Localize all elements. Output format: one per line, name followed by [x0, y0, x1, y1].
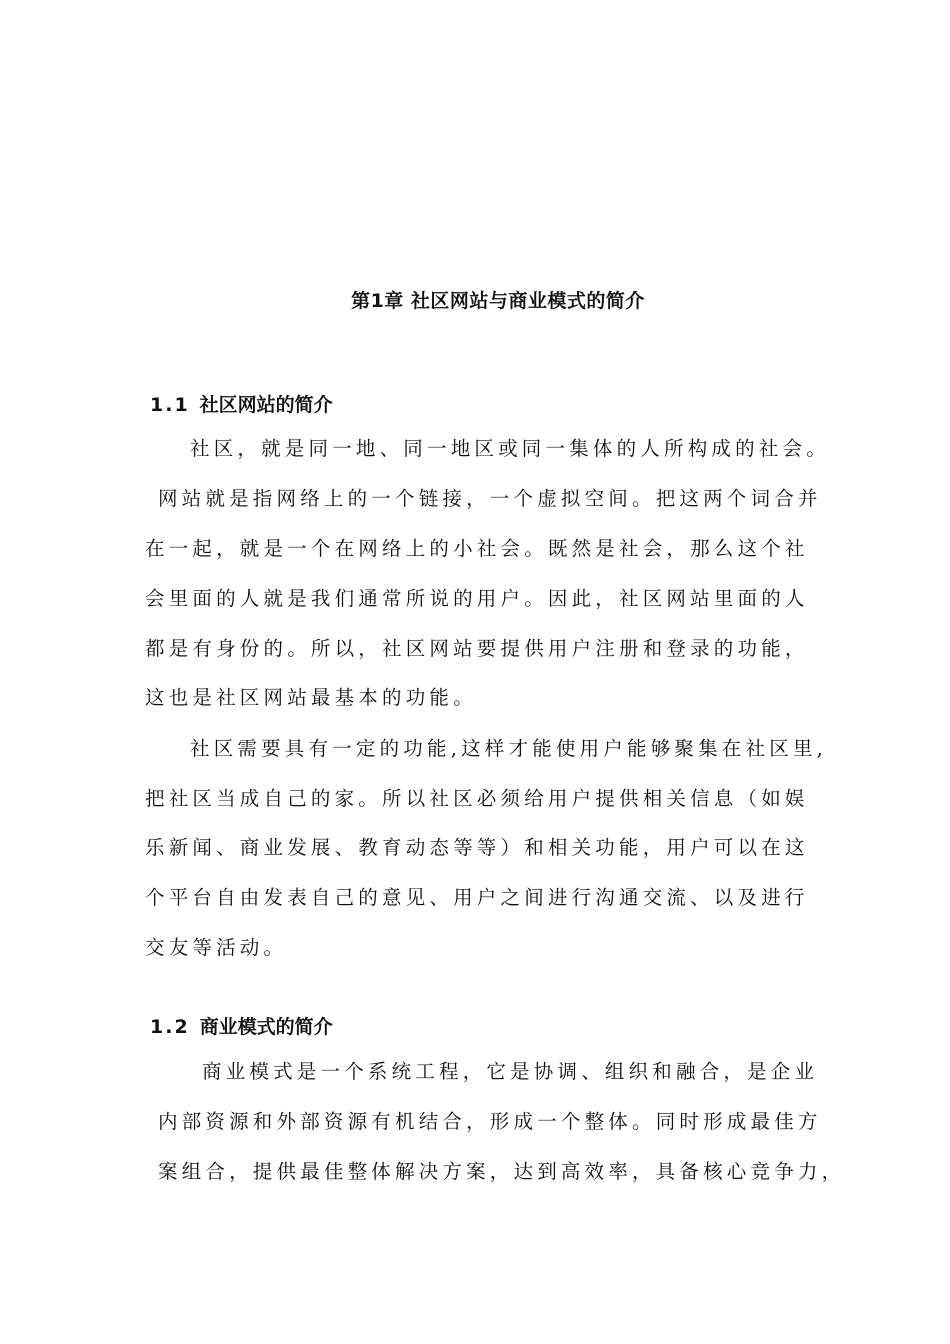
paragraph-line: 把社区当成自己的家。所以社区必须给用户提供相关信息（如娱: [145, 787, 809, 810]
paragraph-line: 网站就是指网络上的一个链接，一个虚拟空间。把这两个词合并: [158, 487, 822, 510]
paragraph-line: 都是有身份的。所以，社区网站要提供用户注册和登录的功能，: [145, 637, 809, 660]
paragraph-line: 案组合，提供最佳整体解决方案，达到高效率，具备核心竞争力，: [158, 1160, 846, 1183]
paragraph-line: 内部资源和外部资源有机结合，形成一个整体。同时形成最佳方: [158, 1110, 822, 1133]
section-heading-1-2: [150, 1012, 333, 1039]
section-heading-1-1: [150, 390, 333, 417]
section-title: 商业模式的简介: [199, 1016, 333, 1038]
paragraph-line: 交友等活动。: [145, 936, 288, 959]
paragraph-line: 在一起，就是一个在网络上的小社会。既然是社会，那么这个社: [145, 537, 809, 560]
paragraph-line: 这也是社区网站最基本的功能。: [145, 686, 477, 709]
section-number: 1.1: [150, 394, 190, 416]
section-title: 社区网站的简介: [199, 394, 333, 416]
paragraph-line: 会里面的人就是我们通常所说的用户。因此，社区网站里面的人: [145, 587, 809, 610]
paragraph-line: 乐新闻、商业发展、教育动态等等）和相关功能，用户可以在这: [145, 836, 809, 859]
paragraph-line: 个平台自由发表自己的意见、用户之间进行沟通交流、以及进行: [145, 886, 809, 909]
paragraph-line: 社区，就是同一地、同一地区或同一集体的人所构成的社会。: [190, 437, 830, 460]
section-number: 1.2: [150, 1016, 190, 1038]
chapter-title: 第1章 社区网站与商业模式的简介: [351, 290, 645, 312]
paragraph-line: 社区需要具有一定的功能,这样才能使用户能够聚集在社区里,: [190, 737, 827, 760]
paragraph-line: 商业模式是一个系统工程，它是协调、组织和融合，是企业: [202, 1060, 819, 1083]
